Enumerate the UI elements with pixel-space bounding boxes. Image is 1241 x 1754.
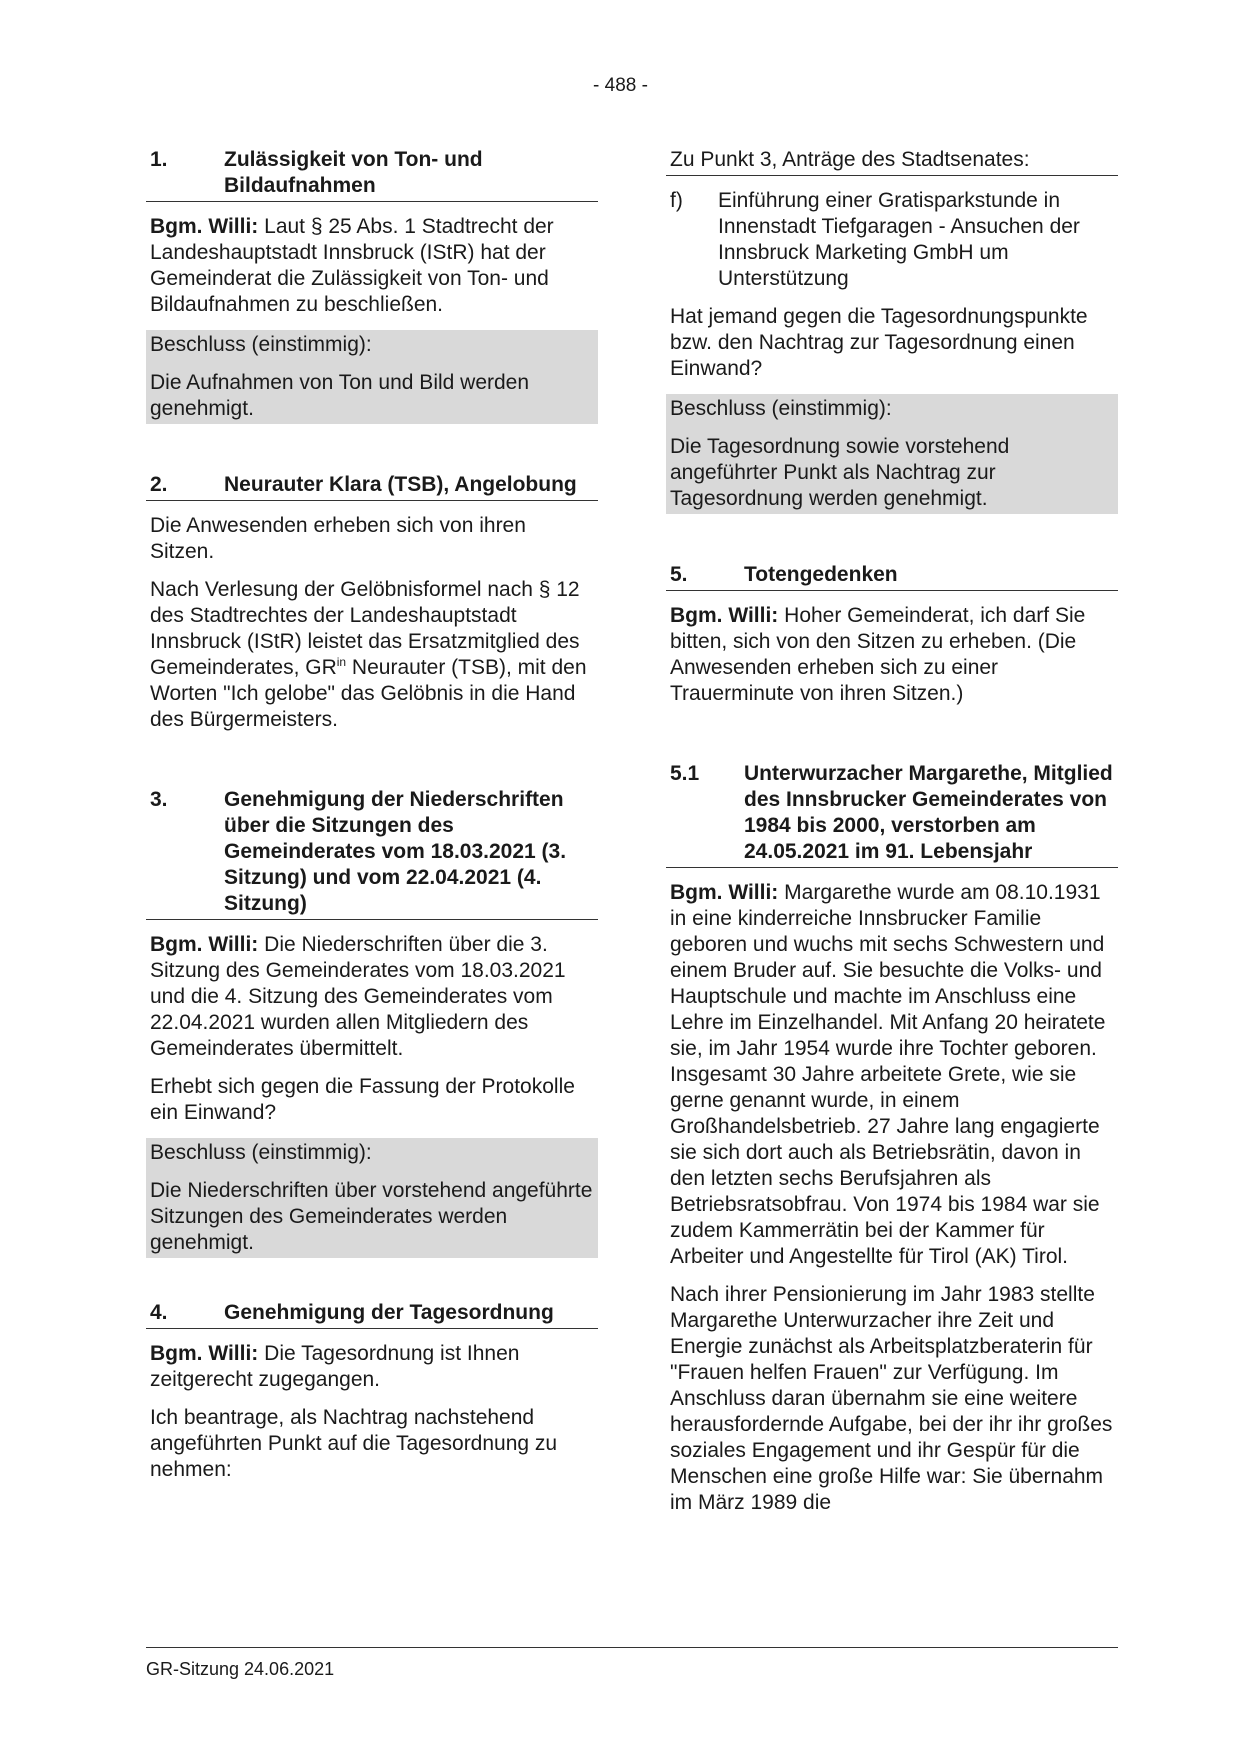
right-column — [666, 147, 1118, 1528]
speaker: Bgm. Willi: — [670, 881, 779, 904]
statement-text: Hoher Gemeinderat, ich darf Sie bitten, sich von den Sitzen zu erheben. (Die Anwesenden erheben sich zu einer Trauerminute von ihren Sitzen.) — [670, 604, 1086, 705]
section-title: Genehmigung der Niederschriften über die Sitzungen des Gemeinderates vom 18.03.2021 (3. Sitzung) und vom 22.04.2021 (4. Sitzung) — [224, 788, 567, 915]
speaker: Bgm. Willi: — [670, 604, 779, 627]
section-5-1-statement — [666, 880, 1118, 1270]
list-text: Einführung einer Gratisparkstunde in Innenstadt Tiefgaragen - Ansuchen der Innsbruck Marketing GmbH um Unterstützung — [718, 189, 1080, 290]
decision-text: Die Aufnahmen von Ton und Bild werden genehmigt. — [146, 358, 598, 424]
list-item — [666, 188, 1118, 292]
section-5-statement — [666, 603, 1118, 707]
statement-text: Die Niederschriften über die 3. Sitzung des Gemeinderates vom 18.03.2021 und die 4. Sitzung des Gemeinderates vom 22.04.2021 wurden allen Mitgliedern des Gemeinderates übermittelt. — [150, 933, 566, 1060]
question: Erhebt sich gegen die Fassung der Protokolle ein Einwand? — [150, 1075, 575, 1124]
section-3-heading — [146, 787, 598, 920]
section-number: 4. — [150, 1301, 168, 1324]
text-part: Neurauter (TSB), mit den Worten "Ich gelobe" das Gelöbnis in die Hand des Bürgermeisters. — [150, 656, 587, 731]
statement-text: Die Tagesordnung ist Ihnen zeitgerecht zugegangen. — [150, 1342, 520, 1391]
subsection-heading: Zu Punkt 3, Anträge des Stadtsenates: — [666, 147, 1118, 176]
statement-text: Margarethe wurde am 08.10.1931 in eine kinderreiche Innsbrucker Familie geboren und wuchs mit sechs Schwestern und einem Bruder auf. Sie besuchte die Volks- und Hauptschule und machte im Anschluss eine Lehre im Einzelhandel. Mit Anfang 20 heiratete sie, im Jahr 1954 wurde ihre Tochter geboren. Insgesamt 30 Jahre arbeitete Grete, wie sie gerne genannt wurde, in einem Großhandelsbetrieb. 27 Jahre lang engagierte sie sich dort auch als Betriebsrätin, davon in den letzten sechs Berufsjahren als Betriebsratsobfrau. Von 1974 bis 1984 war sie zudem Kammerrätin bei der Kammer für Arbeiter und Angestellte für Tirol (AK) Tirol. — [670, 881, 1106, 1268]
decision-label: Beschluss (einstimmig): — [666, 394, 1118, 422]
section-title: Zulässigkeit von Ton- und Bildaufnahmen — [224, 148, 483, 197]
paragraph: Nach ihrer Pensionierung im Jahr 1983 stellte Margarethe Unterwurzacher ihre Zeit und Energie zunächst als Arbeitsplatzberaterin für "Frauen helfen Frauen" zur Verfügung. Im Anschluss daran übernahm sie eine weitere herausfordernde Aufgabe, bei der ihr ihr großes soziales Engagement und ihr Gespür für die Menschen eine große Hilfe war: Sie übernahm im März 1989 die — [670, 1283, 1113, 1514]
section-1-heading — [146, 147, 598, 202]
section-number: 5. — [670, 563, 688, 586]
decision-text: Die Tagesordnung sowie vorstehend angeführter Punkt als Nachtrag zur Tagesordnung werden genehmigt. — [666, 422, 1118, 514]
list-label: f) — [670, 189, 683, 212]
section-1-statement — [146, 214, 598, 318]
section-number: 1. — [150, 148, 168, 171]
section-title: Unterwurzacher Margarethe, Mitglied des Innsbrucker Gemeinderates von 1984 bis 2000, verstorben am 24.05.2021 im 91. Lebensjahr — [744, 762, 1113, 863]
text-part: Nach Verlesung der Gelöbnisformel nach § 12 des Stadtrechtes der Landeshauptstadt Innsbruck (IStR) leistet das Ersatzmitglied des Gemeinderates, GR — [150, 578, 580, 679]
section-title: Totengedenken — [744, 563, 898, 586]
section-4-heading — [146, 1300, 598, 1329]
decision-label: Beschluss (einstimmig): — [146, 1138, 598, 1166]
page-footer: GR-Sitzung 24.06.2021 — [146, 1647, 1118, 1682]
section-number: 5.1 — [670, 762, 700, 785]
section-5-heading — [666, 562, 1118, 591]
decision-label: Beschluss (einstimmig): — [146, 330, 598, 358]
speaker: Bgm. Willi: — [150, 1342, 259, 1365]
section-5-1-heading — [666, 761, 1118, 868]
paragraph — [146, 577, 598, 733]
section-4-statement — [146, 1341, 598, 1393]
decision-text: Die Niederschriften über vorstehend angeführte Sitzungen des Gemeinderates werden genehmigt. — [146, 1166, 598, 1258]
statement-text: Laut § 25 Abs. 1 Stadtrecht der Landeshauptstadt Innsbruck (IStR) hat der Gemeinderat die Zulässigkeit von Ton- und Bildaufnahmen zu beschließen. — [150, 215, 554, 316]
speaker: Bgm. Willi: — [150, 215, 259, 238]
speaker: Bgm. Willi: — [150, 933, 259, 956]
section-title: Neurauter Klara (TSB), Angelobung — [224, 473, 577, 496]
section-number: 2. — [150, 473, 168, 496]
question: Hat jemand gegen die Tagesordnungspunkte bzw. den Nachtrag zur Tagesordnung einen Einwand? — [670, 305, 1088, 380]
section-3-statement — [146, 932, 598, 1062]
section-2-heading — [146, 472, 598, 501]
section-number: 3. — [150, 788, 168, 811]
superscript: in — [336, 655, 347, 669]
page-number: - 488 - — [593, 75, 648, 96]
section-title: Genehmigung der Tagesordnung — [224, 1301, 554, 1324]
paragraph: Ich beantrage, als Nachtrag nachstehend angeführten Punkt auf die Tagesordnung zu nehmen: — [150, 1406, 558, 1481]
left-column — [146, 147, 598, 1495]
paragraph: Die Anwesenden erheben sich von ihren Sitzen. — [150, 514, 526, 563]
